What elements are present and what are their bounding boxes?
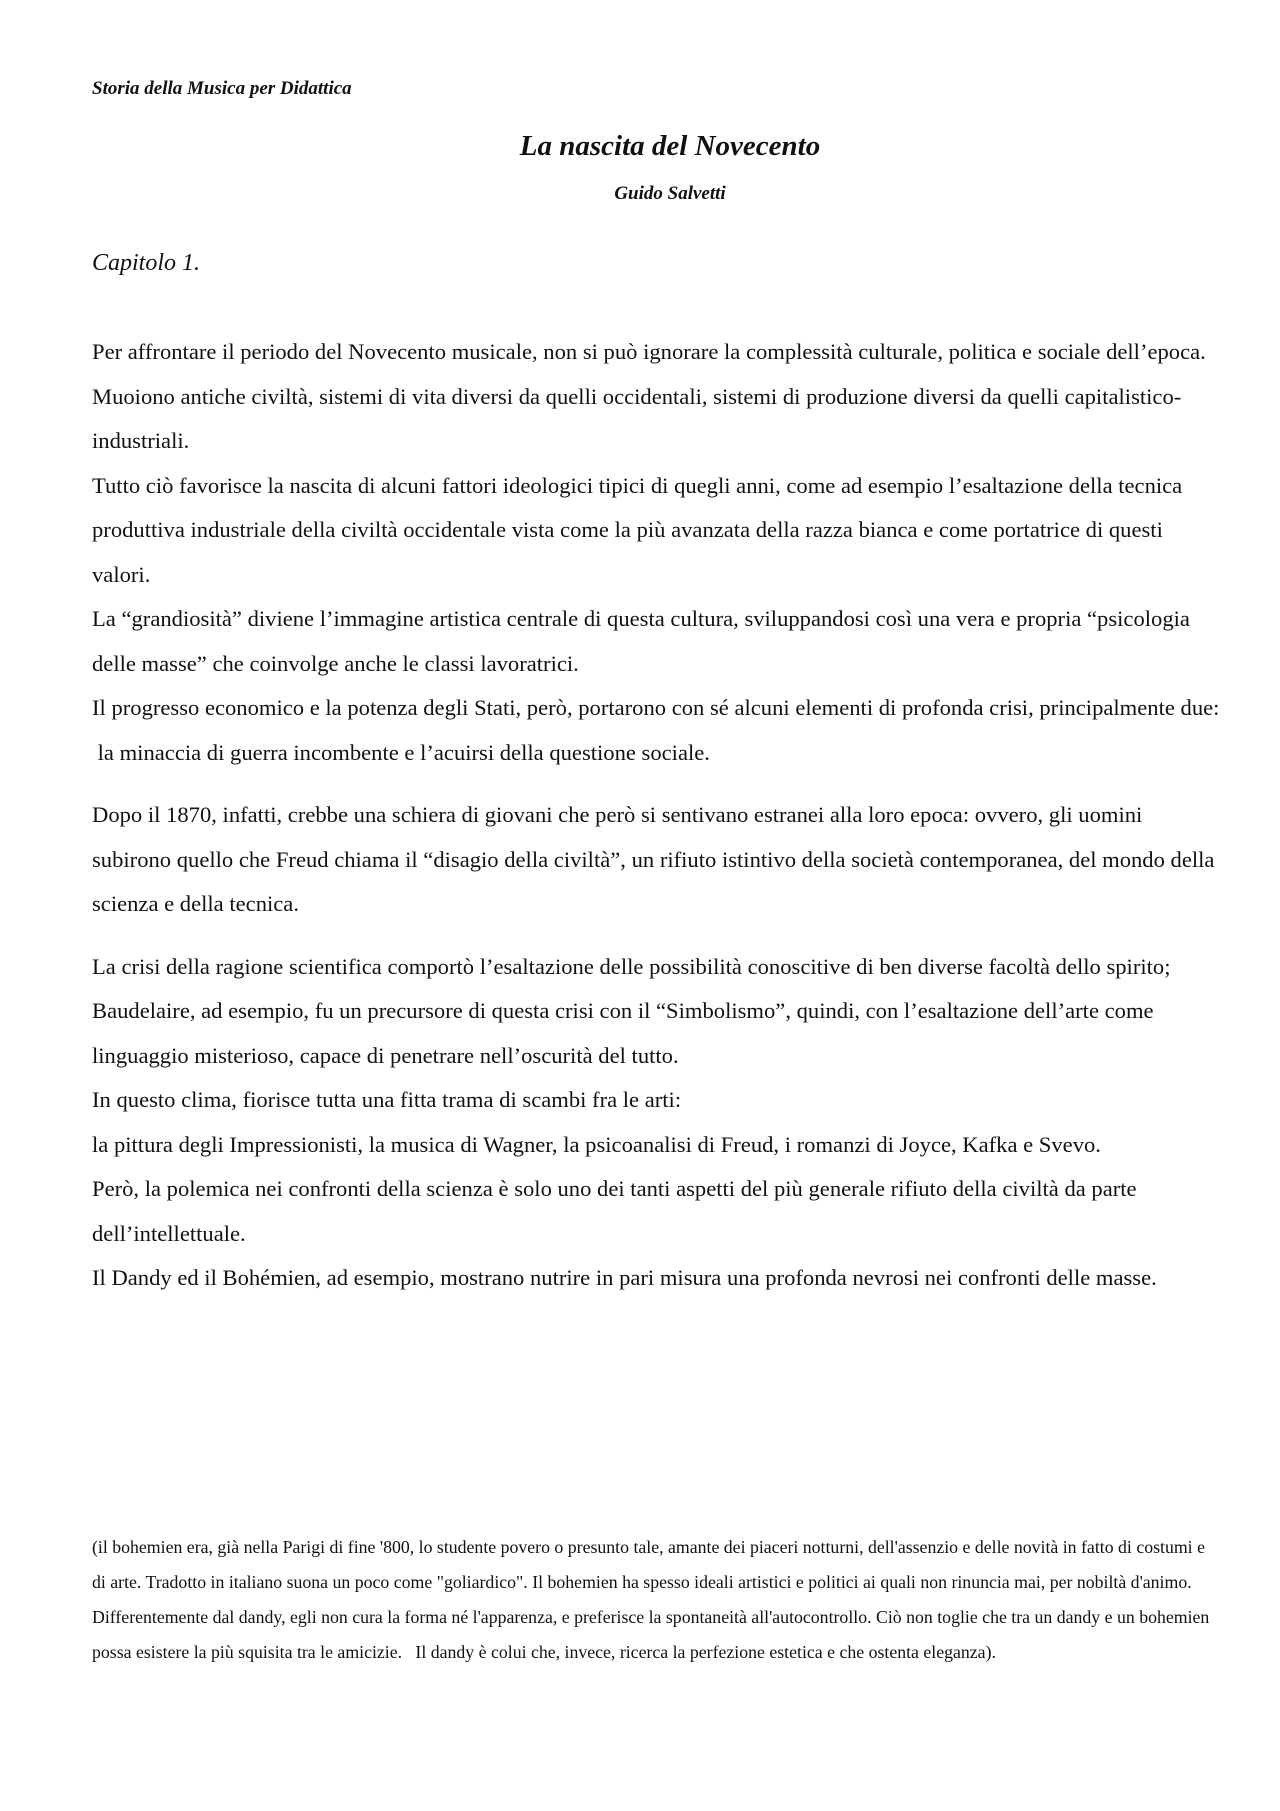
document-title: La nascita del Novecento: [519, 130, 821, 162]
paragraph: Muoiono antiche civiltà, sistemi di vita diversi da quelli occidentali, sistemi di produzione diversi da quelli capitalistico-industriali.: [92, 383, 1182, 453]
paragraph: la minaccia di guerra incombente e l’acuirsi della questione sociale.: [92, 739, 710, 765]
paragraph: Tutto ciò favorisce la nascita di alcuni fattori ideologici tipici di quegli anni, come ad esempio l’esaltazione della tecnica produttiva industriale della civiltà occidentale vista come la più avanzata della razza bianca e come portatrice di questi valori.: [92, 472, 1183, 587]
chapter-heading: Capitolo 1.: [92, 250, 201, 276]
body-text: [92, 330, 1222, 1301]
paragraph: La “grandiosità” diviene l’immagine artistica centrale di questa cultura, sviluppandosi così una vera e propria “psicologia delle masse” che coinvolge anche le classi lavoratrici.: [92, 606, 1190, 676]
paragraph: Dopo il 1870, infatti, crebbe una schiera di giovani che però si sentivano estranei alla loro epoca: ovvero, gli uomini subirono quello che Freud chiama il “disagio della civiltà”, un rifiuto istintivo della società contemporanea, del mondo della scienza e della tecnica.: [92, 802, 1215, 916]
paragraph: la pittura degli Impressionisti, la musica di Wagner, la psicoanalisi di Freud, i romanzi di Joyce, Kafka e Svevo.: [92, 1131, 1101, 1157]
footnote-text: (il bohemien era, già nella Parigi di fine '800, lo studente povero o presunto tale, amante dei piaceri notturni, dell'assenzio e delle novità in fatto di costumi e di arte. Tradotto in italiano suona un poco come "goliardico". Il bohemien ha spesso ideali artistici e politici ai quali non rinuncia mai, per nobiltà d'animo. Differentemente dal dandy, egli non cura la forma né l'apparenza, e preferisce la spontaneità all'autocontrollo. Ciò non toglie che tra un dandy e un bohemien possa esistere la più squisita tra le amicizie. Il dandy è colui che, invece, ricerca la perfezione estetica e che ostenta eleganza).: [92, 1537, 1214, 1662]
paragraph: Per affrontare il periodo del Novecento musicale, non si può ignorare la complessità culturale, politica e sociale dell’epoca.: [92, 339, 1206, 364]
paragraph: Però, la polemica nei confronti della scienza è solo uno dei tanti aspetti del più generale rifiuto della civiltà da parte dell’intellettuale.: [92, 1176, 1137, 1246]
paragraph: Baudelaire, ad esempio, fu un precursore di questa crisi con il “Simbolismo”, quindi, con l’esaltazione dell’arte come linguaggio misterioso, capace di penetrare nell’oscurità del tutto.: [92, 998, 1154, 1068]
author-name: Guido Salvetti: [614, 183, 726, 204]
paragraph: La crisi della ragione scientifica comportò l’esaltazione delle possibilità conoscitive di ben diverse facoltà dello spirito;: [92, 953, 1171, 979]
series-title: Storia della Musica per Didattica: [92, 78, 352, 99]
paragraph: In questo clima, fiorisce tutta una fitta trama di scambi fra le arti:: [92, 1087, 682, 1112]
paragraph: Il progresso economico e la potenza degli Stati, però, portarono con sé alcuni elementi di profonda crisi, principalmente due:: [92, 695, 1220, 720]
paragraph: Il Dandy ed il Bohémien, ad esempio, mostrano nutrire in pari misura una profonda nevrosi nei confronti delle masse.: [92, 1265, 1157, 1290]
